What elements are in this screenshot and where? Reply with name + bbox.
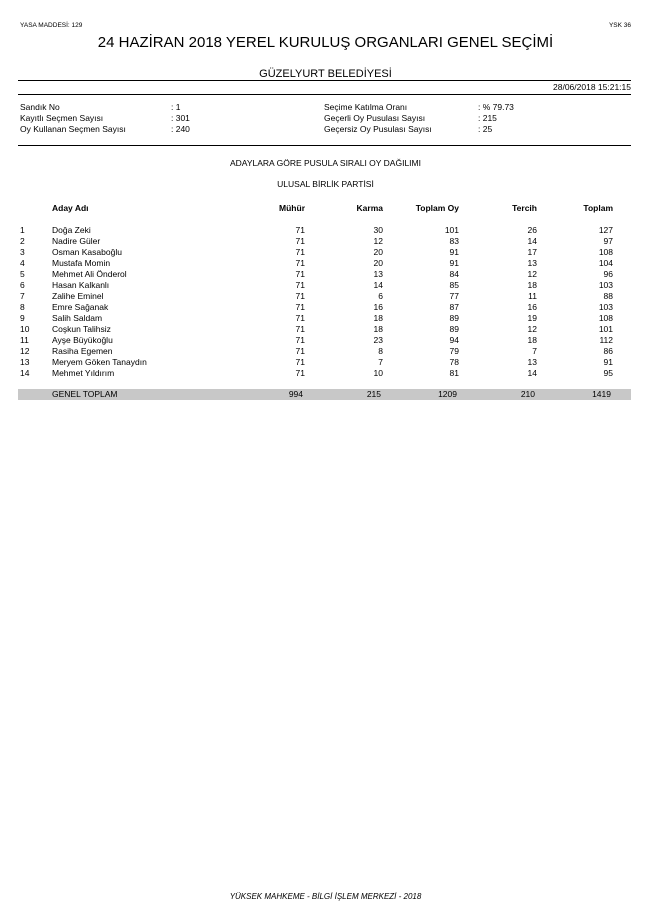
cell-toplam: 96 (603, 269, 613, 279)
cell-name: Mustafa Momin (52, 258, 111, 268)
footer-text: YÜKSEK MAHKEME - BİLGİ İŞLEM MERKEZİ - 2018 (229, 892, 422, 901)
page-title: 24 HAZİRAN 2018 YEREL KURULUŞ ORGANLARI GENEL SEÇİMİ (97, 34, 554, 51)
table-row (0, 346, 651, 357)
cell-muhur: 71 (295, 346, 305, 356)
party-name: ULUSAL BİRLİK PARTİSİ (277, 179, 374, 189)
summary-value: : 25 (478, 124, 493, 134)
cell-karma: 20 (373, 258, 383, 268)
cell-toplam: 104 (598, 258, 613, 268)
cell-no: 8 (20, 302, 25, 312)
summary-label: Kayıtlı Seçmen Sayısı (20, 113, 104, 123)
cell-toplam-oy: 85 (449, 280, 459, 290)
cell-toplam: 88 (603, 291, 613, 301)
summary-top-divider (18, 94, 631, 95)
cell-name: Mehmet Yıldırım (52, 368, 115, 378)
cell-toplam-oy: 77 (449, 291, 459, 301)
total-muhur: 994 (288, 389, 303, 399)
cell-no: 2 (20, 236, 25, 246)
cell-toplam: 91 (603, 357, 613, 367)
column-header-name: Aday Adı (52, 203, 89, 213)
cell-karma: 16 (373, 302, 383, 312)
cell-name: Nadire Güler (52, 236, 101, 246)
total-toplam-oy: 1209 (438, 389, 457, 399)
cell-toplam: 103 (598, 280, 613, 290)
cell-name: Hasan Kalkanlı (52, 280, 110, 290)
cell-no: 1 (20, 225, 25, 235)
cell-toplam-oy: 78 (449, 357, 459, 367)
column-header-toplam-oy: Toplam Oy (415, 203, 459, 213)
cell-karma: 8 (378, 346, 383, 356)
cell-muhur: 71 (295, 291, 305, 301)
cell-karma: 23 (373, 335, 383, 345)
cell-muhur: 71 (295, 280, 305, 290)
cell-karma: 10 (373, 368, 383, 378)
summary-value: : 301 (171, 113, 190, 123)
cell-tercih: 12 (527, 269, 537, 279)
cell-toplam-oy: 79 (449, 346, 459, 356)
total-tercih: 210 (520, 389, 535, 399)
total-karma: 215 (366, 389, 381, 399)
cell-toplam: 101 (598, 324, 613, 334)
table-row (0, 269, 651, 280)
cell-karma: 7 (378, 357, 383, 367)
cell-no: 7 (20, 291, 25, 301)
cell-toplam: 97 (603, 236, 613, 246)
table-row (0, 247, 651, 258)
cell-muhur: 71 (295, 302, 305, 312)
header-divider (18, 80, 631, 81)
table-row (0, 324, 651, 335)
cell-name: Salih Saldam (52, 313, 103, 323)
cell-toplam-oy: 83 (449, 236, 459, 246)
cell-karma: 14 (373, 280, 383, 290)
summary-label: Sandık No (20, 102, 60, 112)
table-row (0, 258, 651, 269)
summary-label: Oy Kullanan Seçmen Sayısı (20, 124, 126, 134)
cell-toplam-oy: 84 (449, 269, 459, 279)
cell-muhur: 71 (295, 247, 305, 257)
table-row (0, 313, 651, 324)
cell-name: Ayşe Büyükoğlu (52, 335, 113, 345)
form-code-label: YSK 36 (608, 22, 631, 29)
cell-no: 6 (20, 280, 25, 290)
cell-karma: 18 (373, 313, 383, 323)
cell-no: 4 (20, 258, 25, 268)
cell-name: Rasiha Egemen (52, 346, 113, 356)
cell-no: 12 (20, 346, 30, 356)
table-row (0, 357, 651, 368)
cell-name: Zalihe Eminel (52, 291, 104, 301)
cell-toplam: 112 (599, 335, 613, 345)
cell-tercih: 13 (527, 357, 537, 367)
summary-bottom-divider (18, 145, 631, 146)
cell-name: Coşkun Talihsiz (52, 324, 111, 334)
cell-toplam: 108 (598, 313, 613, 323)
cell-karma: 12 (373, 236, 383, 246)
cell-tercih: 14 (527, 368, 537, 378)
section-title: ADAYLARA GÖRE PUSULA SIRALI OY DAĞILIMI (229, 158, 421, 168)
column-header-karma: Karma (356, 203, 383, 213)
cell-toplam: 108 (598, 247, 613, 257)
column-header-toplam: Toplam (583, 203, 613, 213)
law-article-label: YASA MADDESİ: 129 (20, 22, 83, 29)
cell-tercih: 14 (527, 236, 537, 246)
cell-name: Meryem Göken Tanaydın (52, 357, 147, 367)
cell-no: 11 (20, 335, 29, 345)
cell-no: 3 (20, 247, 25, 257)
table-row (0, 236, 651, 247)
cell-no: 9 (20, 313, 25, 323)
total-label: GENEL TOPLAM (52, 389, 118, 399)
cell-toplam-oy: 89 (449, 313, 459, 323)
cell-muhur: 71 (295, 357, 305, 367)
cell-toplam: 127 (598, 225, 613, 235)
cell-name: Osman Kasaboğlu (52, 247, 122, 257)
cell-muhur: 71 (295, 368, 305, 378)
cell-toplam-oy: 94 (449, 335, 459, 345)
cell-muhur: 71 (295, 236, 305, 246)
table-row (0, 291, 651, 302)
cell-toplam-oy: 91 (449, 247, 459, 257)
cell-toplam: 86 (603, 346, 613, 356)
table-row (0, 302, 651, 313)
municipality-title: GÜZELYURT BELEDİYESİ (259, 68, 392, 80)
cell-tercih: 18 (527, 280, 537, 290)
table-row (0, 335, 651, 346)
cell-toplam-oy: 81 (449, 368, 459, 378)
summary-label: Geçerli Oy Pusulası Sayısı (324, 113, 426, 123)
cell-muhur: 71 (295, 269, 305, 279)
total-toplam: 1419 (592, 389, 611, 399)
table-row (0, 368, 651, 379)
cell-name: Doğa Zeki (52, 225, 91, 235)
cell-tercih: 16 (527, 302, 537, 312)
column-header-tercih: Tercih (512, 203, 537, 213)
cell-name: Emre Sağanak (52, 302, 109, 312)
cell-karma: 30 (373, 225, 383, 235)
table-row (0, 280, 651, 291)
summary-value: : 240 (171, 124, 190, 134)
column-header-muhur: Mühür (279, 203, 305, 213)
cell-toplam-oy: 91 (449, 258, 459, 268)
cell-tercih: 7 (532, 346, 537, 356)
cell-no: 5 (20, 269, 25, 279)
cell-tercih: 11 (528, 291, 537, 301)
cell-toplam-oy: 101 (444, 225, 459, 235)
table-header (0, 203, 651, 214)
cell-muhur: 71 (295, 335, 305, 345)
summary-value: : 1 (171, 102, 181, 112)
cell-tercih: 17 (527, 247, 537, 257)
cell-muhur: 71 (295, 324, 305, 334)
cell-muhur: 71 (295, 225, 305, 235)
cell-toplam: 103 (598, 302, 613, 312)
cell-muhur: 71 (295, 258, 305, 268)
cell-karma: 18 (373, 324, 383, 334)
cell-name: Mehmet Ali Önderol (52, 269, 127, 279)
cell-toplam-oy: 87 (449, 302, 459, 312)
cell-tercih: 19 (527, 313, 537, 323)
cell-no: 10 (20, 324, 30, 334)
total-row (18, 389, 631, 400)
cell-tercih: 13 (527, 258, 537, 268)
summary-value: : % 79.73 (478, 102, 514, 112)
cell-karma: 13 (373, 269, 383, 279)
summary-value: : 215 (478, 113, 497, 123)
cell-tercih: 12 (527, 324, 537, 334)
table-row (0, 225, 651, 236)
summary-label: Geçersiz Oy Pusulası Sayısı (324, 124, 432, 134)
report-datetime: 28/06/2018 15:21:15 (553, 82, 631, 92)
cell-tercih: 18 (527, 335, 537, 345)
cell-no: 14 (20, 368, 30, 378)
cell-karma: 6 (378, 291, 383, 301)
cell-toplam-oy: 89 (449, 324, 459, 334)
cell-tercih: 26 (527, 225, 537, 235)
summary-label: Seçime Katılma Oranı (324, 102, 408, 112)
cell-karma: 20 (373, 247, 383, 257)
cell-toplam: 95 (603, 368, 613, 378)
cell-no: 13 (20, 357, 30, 367)
cell-muhur: 71 (295, 313, 305, 323)
